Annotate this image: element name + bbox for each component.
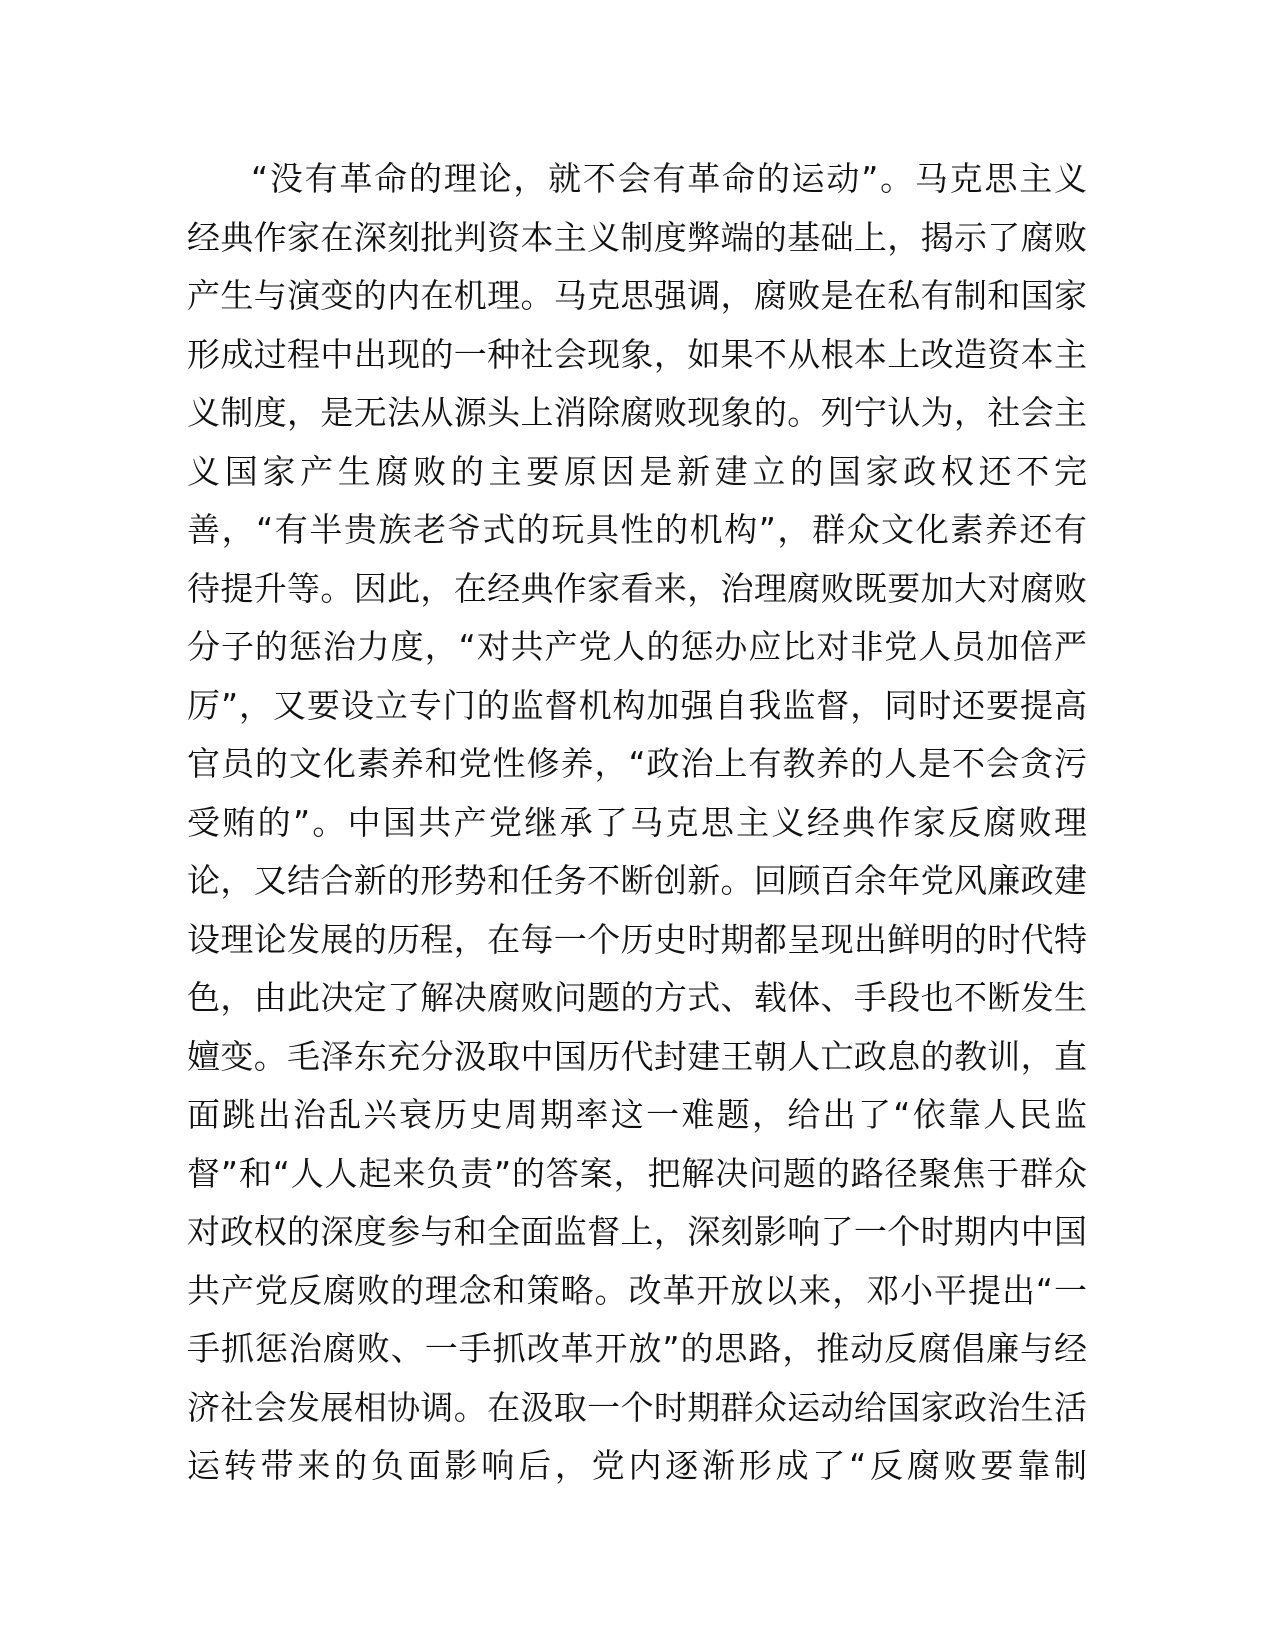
text-line: 设理论发展的历程，在每一个历史时期都呈现出鲜明的时代特 — [187, 919, 1087, 959]
text-line: 官员的文化素养和党性修养，“政治上有教养的人是不会贪污 — [187, 744, 1087, 783]
text-line: 经典作家在深刻批判资本主义制度弊端的基础上，揭示了腐败 — [187, 217, 1087, 257]
text-line: 济社会发展相协调。在汲取一个时期群众运动给国家政治生活 — [187, 1387, 1087, 1427]
text-line: 运转带来的负面影响后，党内逐渐形成了“反腐败要靠制 — [187, 1446, 1087, 1485]
text-line: 对政权的深度参与和全面监督上，深刻影响了一个时期内中国 — [187, 1212, 1087, 1251]
text-line: 面跳出治乱兴衰历史周期率这一难题，给出了“依靠人民监 — [187, 1095, 1087, 1134]
text-line: “没有革命的理论，就不会有革命的运动”。马克思主义 — [251, 159, 1087, 198]
text-line: 论，又结合新的形势和任务不断创新。回顾百余年党风廉政建 — [187, 861, 1087, 900]
body-paragraph — [187, 150, 1087, 1496]
text-line: 厉”，又要设立专门的监督机构加强自我监督，同时还要提高 — [187, 685, 1087, 725]
text-line: 督”和“人人起来负责”的答案，把解决问题的路径聚焦于群众 — [187, 1153, 1087, 1193]
text-line: 分子的惩治力度，“对共产党人的惩办应比对非党人员加倍严 — [187, 627, 1087, 666]
text-line: 待提升等。因此，在经典作家看来，治理腐败既要加大对腐败 — [187, 568, 1087, 608]
text-line: 义制度，是无法从源头上消除腐败现象的。列宁认为，社会主 — [187, 393, 1087, 432]
text-line: 手抓惩治腐败、一手抓改革开放”的思路，推动反腐倡廉与经 — [187, 1329, 1087, 1368]
text-line: 形成过程中出现的一种社会现象，如果不从根本上改造资本主 — [187, 334, 1087, 374]
text-line: 受贿的”。中国共产党继承了马克思主义经典作家反腐败理 — [187, 802, 1087, 842]
text-line: 共产党反腐败的理念和策略。改革开放以来，邓小平提出“一 — [187, 1270, 1087, 1310]
text-line: 产生与演变的内在机理。马克思强调，腐败是在私有制和国家 — [187, 276, 1087, 315]
text-line: 嬗变。毛泽东充分汲取中国历代封建王朝人亡政息的教训，直 — [187, 1036, 1087, 1076]
text-line: 善，“有半贵族老爷式的玩具性的机构”，群众文化素养还有 — [187, 510, 1087, 549]
text-line: 色，由此决定了解决腐败问题的方式、载体、手段也不断发生 — [187, 978, 1087, 1017]
text-line: 义国家产生腐败的主要原因是新建立的国家政权还不完 — [187, 451, 1087, 491]
